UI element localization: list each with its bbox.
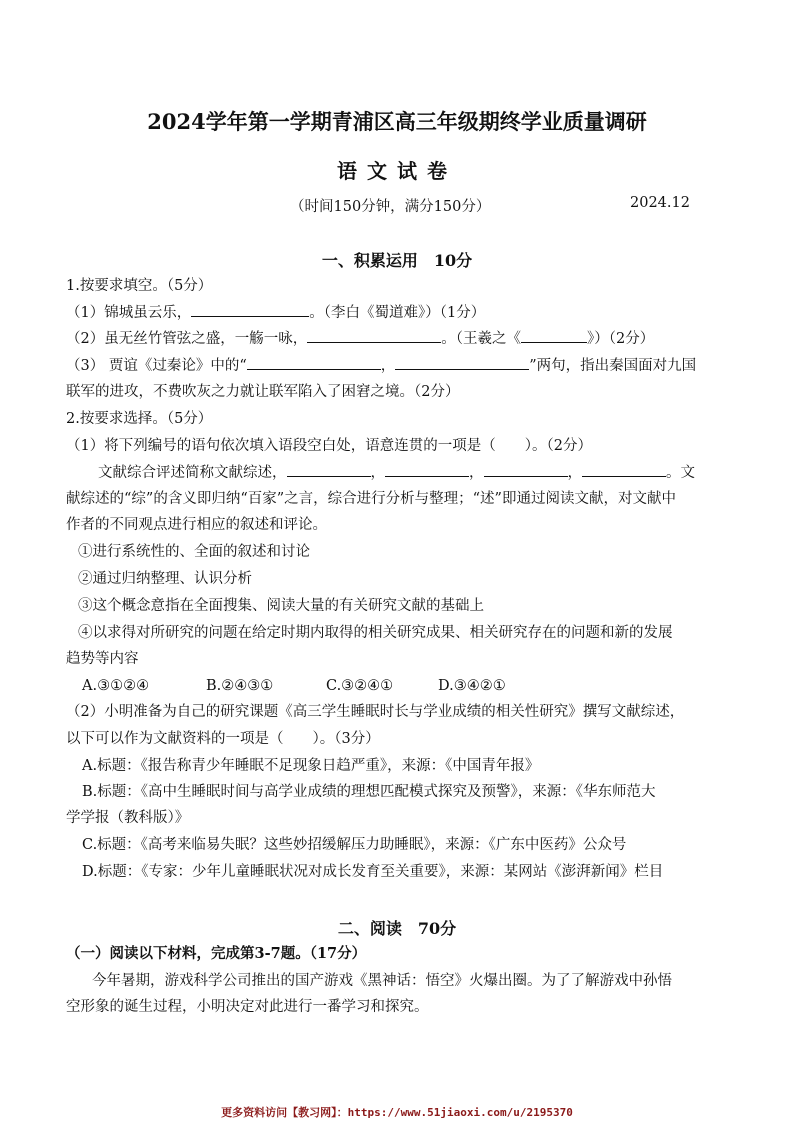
part1-title: （一）阅读以下材料，完成第3-7题。（17分） bbox=[66, 945, 367, 962]
answer-blank bbox=[395, 354, 529, 370]
comma: ， bbox=[370, 465, 385, 481]
section2-heading: 二、阅读 70分 bbox=[337, 919, 457, 938]
answer-blank bbox=[484, 461, 568, 477]
q1-item2-mid: 。（王羲之《 bbox=[441, 331, 521, 347]
q1-item3-prefix: （3） 贾谊《过秦论》中的“ bbox=[66, 358, 247, 374]
q2-item-1: ①进行系统性的、全面的叙述和讨论 bbox=[78, 544, 310, 560]
answer-blank bbox=[287, 461, 371, 477]
q1-item2-suffix: 》）（2分） bbox=[586, 331, 655, 347]
q1-item1 bbox=[66, 301, 754, 325]
q2-item-4-cont: 趋势等内容 bbox=[66, 651, 139, 667]
choice-b-cont: 学学报（教科版）》 bbox=[66, 810, 190, 826]
q1-item3-comma: ， bbox=[380, 358, 396, 374]
time-info: （时间150分钟，满分150分） bbox=[290, 199, 491, 215]
q2-part2-stem-line1: （2）小明准备为自己的研究课题《高三学生睡眠时长与学业成绩的相关性研究》撰写文献综述， bbox=[66, 704, 685, 720]
choice-c: C.标题：《高考来临易失眠？这些妙招缓解压力助睡眠》，来源：《广东中医药》公众号 bbox=[82, 837, 627, 853]
q2-passage-start: 文献综合评述简称文献综述， bbox=[98, 465, 287, 481]
q2-passage-line2: 献综述的“综”的含义即归纳“百家”之言，综合进行分析与整理；“述”即通过阅读文献，对文献中 bbox=[66, 491, 676, 507]
q2-part2-stem-line2: 以下可以作为文献资料的一项是（ ）。（3分） bbox=[66, 731, 380, 747]
q1-item1-prefix: （1）锦城虽云乐， bbox=[66, 305, 192, 321]
q2-passage-line1 bbox=[98, 461, 754, 485]
answer-blank bbox=[385, 461, 469, 477]
section1-heading: 一、积累运用 10分 bbox=[321, 251, 473, 270]
q2-item-2: ②通过归纳整理、认识分析 bbox=[78, 571, 252, 587]
answer-blank bbox=[191, 301, 309, 317]
comma: ， bbox=[567, 465, 582, 481]
q1-item3 bbox=[66, 354, 754, 378]
choice-d: D.标题：《专家：少年儿童睡眠状况对成长发育至关重要》，来源：某网站《澎湃新闻》栏目 bbox=[82, 864, 664, 880]
option-b: B.②④③① bbox=[206, 678, 274, 694]
q1-item2-prefix: （2）虽无丝竹管弦之盛，一觞一咏， bbox=[66, 331, 308, 347]
q2-item-4: ④以求得对所研究的问题在给定时期内取得的相关研究成果、相关研究存在的问题和新的发展 bbox=[78, 625, 673, 641]
answer-blank bbox=[521, 327, 587, 343]
exam-date: 2024.12 bbox=[630, 195, 690, 211]
q2-item-3: ③这个概念意指在全面搜集、阅读大量的有关研究文献的基础上 bbox=[78, 598, 484, 614]
q2-part1-stem: （1）将下列编号的语句依次填入语段空白处，语意连贯的一项是（ ）。（2分） bbox=[66, 438, 592, 454]
q2-stem: 2.按要求选择。（5分） bbox=[66, 411, 213, 427]
q1-item2 bbox=[66, 327, 754, 351]
answer-blank bbox=[582, 461, 666, 477]
q1-item3-cont: 联军的进攻，不费吹灰之力就让联军陷入了困窘之境。（2分） bbox=[66, 384, 460, 400]
exam-title: 2024学年第一学期青浦区高三年级期终学业质量调研 bbox=[147, 109, 647, 134]
option-d: D.③④②① bbox=[438, 678, 506, 694]
answer-blank bbox=[307, 327, 441, 343]
q2-passage-end: 。文 bbox=[666, 465, 695, 481]
exam-subtitle: 语文试卷 bbox=[337, 159, 457, 183]
answer-blank bbox=[247, 354, 381, 370]
option-c: C.③②④① bbox=[326, 678, 394, 694]
q1-item1-suffix: 。（李白《蜀道难》）（1分） bbox=[309, 305, 486, 321]
q2-passage-line3: 作者的不同观点进行相应的叙述和评论。 bbox=[66, 517, 327, 533]
intro-para-line1: 今年暑期，游戏科学公司推出的国产游戏《黑神话：悟空》火爆出圈。为了了解游戏中孙悟 bbox=[92, 973, 672, 989]
choice-b: B.标题：《高中生睡眠时间与高学业成绩的理想匹配模式探究及预警》，来源：《华东师范大 bbox=[82, 784, 656, 800]
q1-stem: 1.按要求填空。（5分） bbox=[66, 278, 213, 294]
q2-options bbox=[82, 674, 754, 698]
choice-a: A.标题：《报告称青少年睡眠不足现象日趋严重》，来源：《中国青年报》 bbox=[82, 758, 540, 774]
option-a: A.③①②④ bbox=[82, 678, 150, 694]
intro-para-line2: 空形象的诞生过程，小明决定对此进行一番学习和探究。 bbox=[66, 999, 429, 1015]
comma: ， bbox=[469, 465, 484, 481]
footer-link[interactable]: 更多资料访问【教习网】：https://www.51jiaoxi.com/u/2195370 bbox=[221, 1106, 573, 1119]
q1-item3-suffix: ”两句，指出秦国面对九国 bbox=[529, 358, 697, 374]
